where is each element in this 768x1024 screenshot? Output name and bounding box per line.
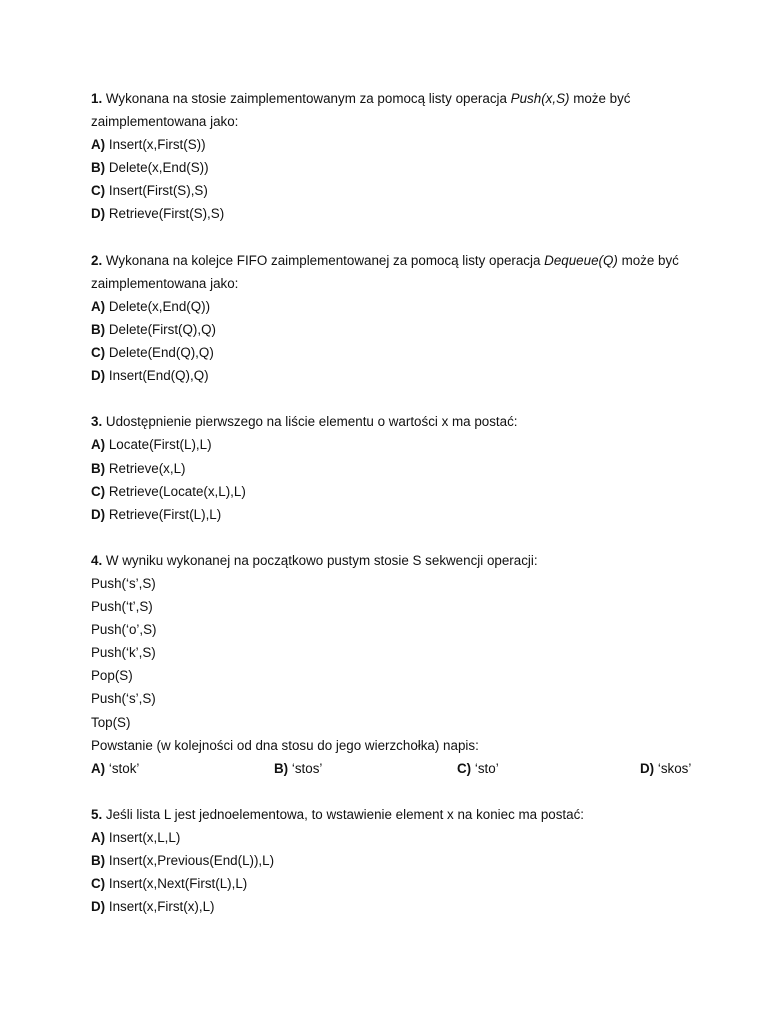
answer-option: D) Retrieve(First(L),L)	[91, 506, 222, 522]
answer-option: D) Insert(End(Q),Q)	[91, 368, 209, 384]
stack-operation: Push(‘t’,S)	[91, 599, 153, 615]
answer-option: D) Retrieve(First(S),S)	[91, 206, 225, 222]
answer-option: C) Insert(x,Next(First(L),L)	[91, 876, 248, 892]
answer-option: A) Delete(x,End(Q))	[91, 298, 211, 314]
question-4-text: 4. W wyniku wykonanej na początkowo pustym stosie S sekwencji operacji:	[91, 552, 538, 568]
answer-option: D) ‘skos’	[640, 760, 692, 776]
question-3	[91, 410, 721, 525]
spacer	[91, 226, 721, 249]
stack-operation: Push(‘o’,S)	[91, 622, 157, 638]
answer-option: B) Delete(First(Q),Q)	[91, 321, 216, 337]
question-number: 4.	[91, 552, 103, 568]
question-number: 2.	[91, 252, 103, 268]
question-1-text-cont: zaimplementowana jako:	[91, 114, 239, 130]
stack-operation: Push(‘k’,S)	[91, 645, 156, 661]
stack-operation: Push(‘s’,S)	[91, 575, 156, 591]
answer-option: A) Insert(x,First(S))	[91, 137, 206, 153]
spacer	[91, 526, 721, 549]
answer-option: C) Insert(First(S),S)	[91, 183, 208, 199]
question-4-result-line: Powstanie (w kolejności od dna stosu do jego wierzchołka) napis:	[91, 737, 479, 753]
answer-option: C) Delete(End(Q),Q)	[91, 345, 214, 361]
answer-option: B) Retrieve(x,L)	[91, 460, 186, 476]
answer-option: A) ‘stok’	[91, 760, 140, 776]
answer-option: C) Retrieve(Locate(x,L),L)	[91, 483, 246, 499]
answer-option: A) Insert(x,L,L)	[91, 830, 181, 845]
question-1	[91, 87, 721, 226]
question-2-text: 2. Wykonana na kolejce FIFO zaimplementowanej za pomocą listy operacja Dequeue(Q) może być	[91, 252, 679, 268]
question-number: 1.	[91, 91, 103, 106]
stack-operation: Pop(S)	[91, 668, 133, 684]
question-4	[91, 549, 721, 780]
document-page	[91, 87, 721, 918]
stack-operation: Top(S)	[91, 714, 131, 730]
answer-option: B) Insert(x,Previous(End(L)),L)	[91, 853, 275, 869]
answer-options-row	[91, 757, 721, 780]
answer-option: C) ‘sto’	[457, 760, 499, 776]
spacer	[91, 780, 721, 803]
question-5-text: 5. Jeśli lista L jest jednoelementowa, to wstawienie element x na koniec ma postać:	[91, 806, 584, 822]
answer-option: B) ‘stos’	[274, 760, 323, 776]
question-1-text: 1. Wykonana na stosie zaimplementowanym za pomocą listy operacja Push(x,S) może być	[91, 91, 631, 106]
question-2	[91, 249, 721, 388]
question-3-text: 3. Udostępnienie pierwszego na liście elementu o wartości x ma postać:	[91, 414, 518, 430]
question-5	[91, 803, 721, 918]
answer-option: B) Delete(x,End(S))	[91, 160, 209, 176]
question-number: 3.	[91, 414, 103, 430]
answer-option: A) Locate(First(L),L)	[91, 437, 212, 453]
question-2-text-cont: zaimplementowana jako:	[91, 275, 239, 291]
question-number: 5.	[91, 806, 103, 822]
answer-option: D) Insert(x,First(x),L)	[91, 899, 215, 915]
spacer	[91, 387, 721, 410]
stack-operation: Push(‘s’,S)	[91, 691, 156, 707]
